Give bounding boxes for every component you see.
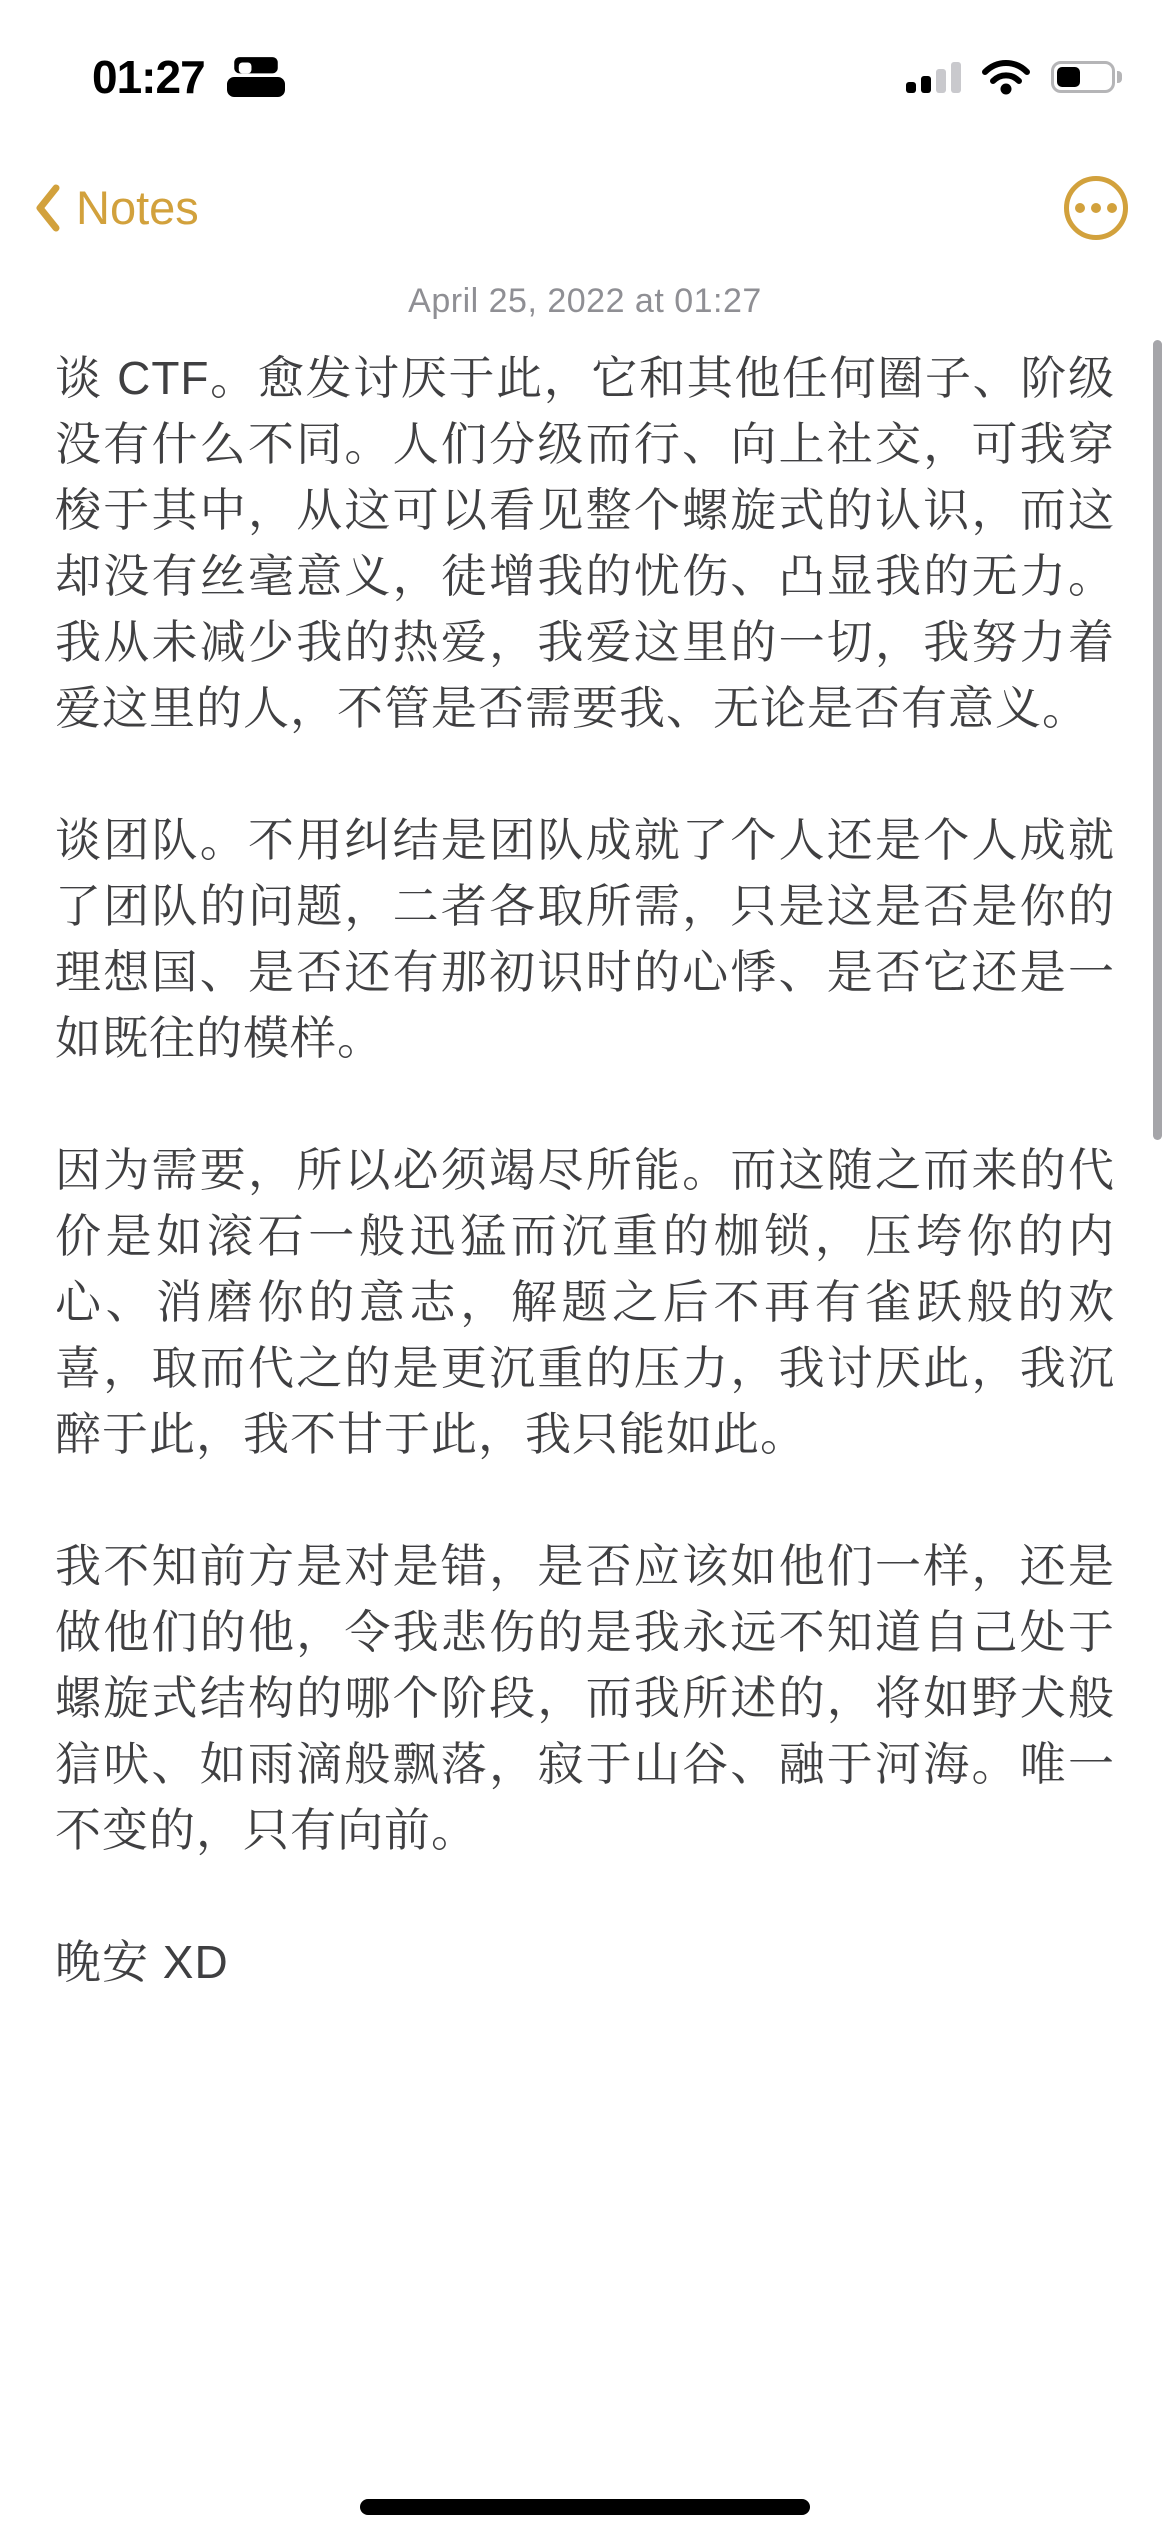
ellipsis-dot bbox=[1107, 203, 1117, 213]
note-editor[interactable] bbox=[55, 282, 1115, 1995]
back-chevron-icon bbox=[34, 183, 62, 233]
battery-nub bbox=[1117, 71, 1122, 83]
cellular-signal-icon bbox=[906, 61, 961, 93]
status-bar bbox=[0, 0, 1170, 125]
battery-icon bbox=[1051, 61, 1122, 93]
scrollbar-thumb[interactable] bbox=[1153, 340, 1162, 1140]
signal-bar bbox=[951, 62, 961, 93]
status-time: 01:27 bbox=[92, 50, 205, 103]
back-label: Notes bbox=[76, 181, 199, 234]
signal-bar bbox=[936, 69, 946, 93]
home-indicator[interactable] bbox=[360, 2499, 810, 2515]
note-paragraph: 因为需要，所以必须竭尽所能。而这随之而来的代价是如滚石一般迅猛而沉重的枷锁，压垮你的内心、消磨你的意志，解题之后不再有雀跃般的欢喜，取而代之的是更沉重的压力，我讨厌此，我沉醉于此，我不甘于此，我只能如此。 bbox=[55, 1144, 1115, 1460]
note-paragraph: 谈 CTF。愈发讨厌于此，它和其他任何圈子、阶级没有什么不同。人们分级而行、向上社交，可我穿梭于其中，从这可以看见整个螺旋式的认识，而这却没有丝毫意义，徒增我的忧伤、凸显我的无力。我从未减少我的热爱，我爱这里的一切，我努力着爱这里的人，不管是否需要我、无论是否有意义。 bbox=[55, 352, 1115, 734]
battery-fill bbox=[1057, 67, 1080, 87]
wifi-icon bbox=[981, 59, 1031, 95]
status-bar-left bbox=[92, 50, 285, 104]
ellipsis-dot bbox=[1075, 203, 1085, 213]
battery-shell bbox=[1051, 61, 1115, 93]
signal-bar bbox=[906, 82, 916, 93]
bed-icon bbox=[227, 57, 285, 97]
ellipsis-dot bbox=[1091, 203, 1101, 213]
signal-bar bbox=[921, 76, 931, 93]
back-button[interactable] bbox=[34, 180, 199, 235]
status-bar-right bbox=[906, 59, 1122, 95]
note-date: April 25, 2022 at 01:27 bbox=[408, 282, 762, 320]
nav-bar bbox=[0, 160, 1170, 255]
note-paragraph: 晚安 XD bbox=[55, 1936, 229, 1988]
note-paragraph: 谈团队。不用纠结是团队成就了个人还是个人成就了团队的问题，二者各取所需，只是这是否是你的理想国、是否还有那初识时的心悸、是否它还是一如既往的模样。 bbox=[55, 814, 1115, 1064]
note-paragraph: 我不知前方是对是错，是否应该如他们一样，还是做他们的他，令我悲伤的是我永远不知道自己处于螺旋式结构的哪个阶段，而我所述的，将如野犬般狺吠、如雨滴般飘落，寂于山谷、融于河海。唯一不变的，只有向前。 bbox=[55, 1540, 1115, 1856]
more-button[interactable] bbox=[1064, 176, 1128, 240]
